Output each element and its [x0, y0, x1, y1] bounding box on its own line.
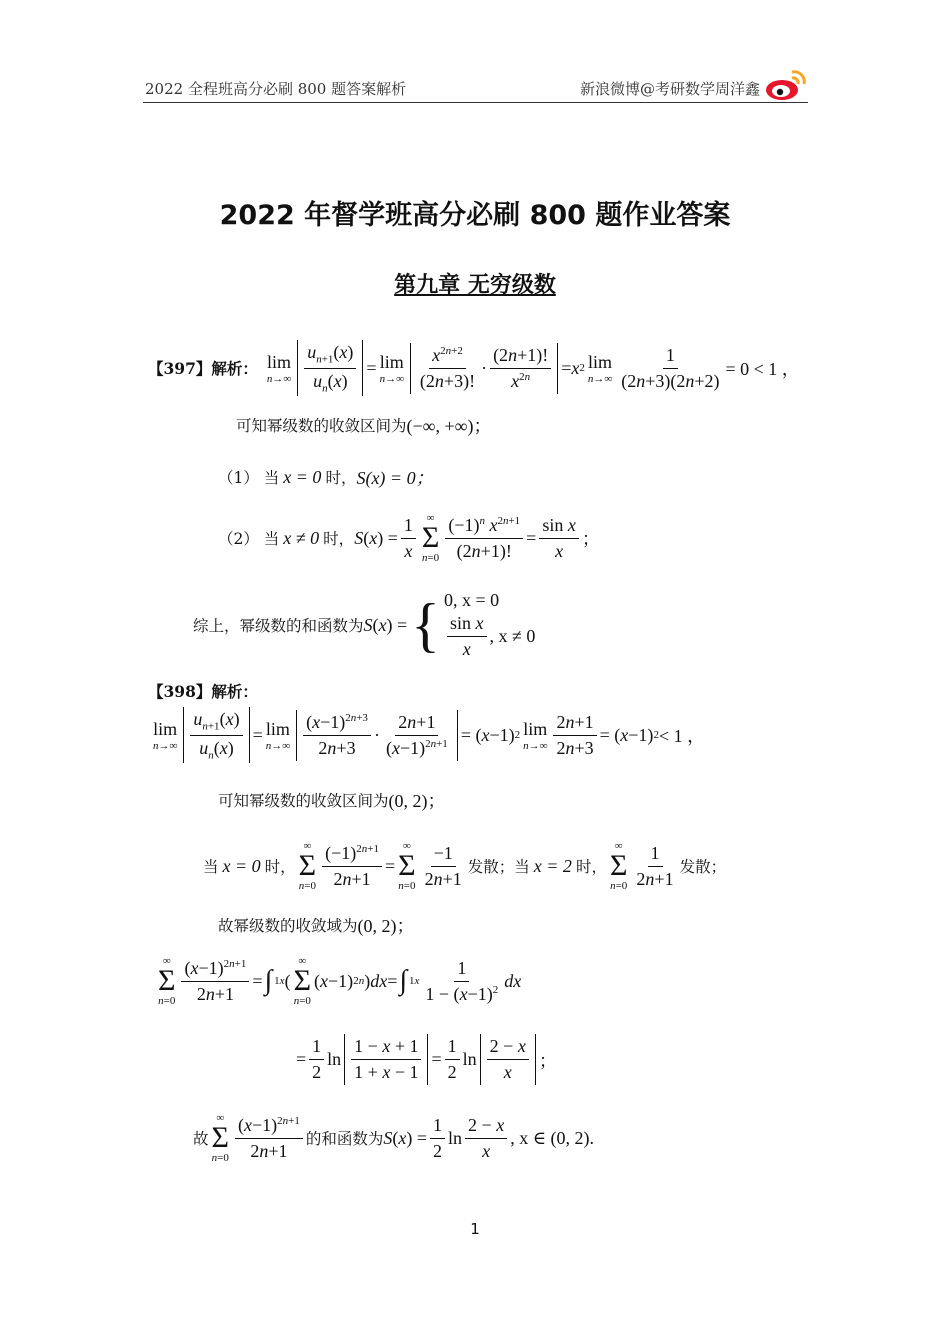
header-right-text: 新浪微博@考研数学周洋鑫 — [579, 80, 760, 98]
chapter-title: 第九章 无穷级数 — [394, 273, 556, 298]
p398-check-a: 当 — [203, 858, 219, 876]
p398-check-line — [203, 840, 726, 892]
p397-label: 【397】解析： — [148, 359, 258, 379]
header-left-text: 2022 全程班高分必刷 800 题答案解析 — [145, 80, 407, 98]
p397-case1-label: （1） 当 — [218, 469, 280, 487]
p398-integral-formula: ∞ Σ n=0 $\frac{(x-1)^{2n+1}}{2n+1}$ = ∫ 1 x ( ∞ Σ n=0 ( x −1) 2n ) dx = ∫ 1 x $\frac{1}{1 - (x-1)^2}$ dx — [158, 955, 522, 1007]
p397-case2-formula: S ( x ) = $\frac{1}{x}$ ∞ Σ n=0 $\frac{(-1)^n x^{2n+1}}{(2n+1)!}$ = $\frac{\text{sin x}}{x}$ ； — [354, 512, 600, 564]
p397-interval-line — [236, 412, 491, 438]
p398-final-line — [193, 1112, 594, 1164]
p398-domain-text: 故幂级数的收敛域为 — [218, 917, 358, 935]
p398-check-b-cond: x = 2 — [533, 855, 572, 876]
p397-case2-label: （2） 当 — [218, 530, 280, 548]
p397-case2-cond: x ≠ 0 — [283, 527, 320, 548]
p398-diverge1: 发散；当 — [467, 858, 530, 876]
p398-check-a-formula: ∞ Σ n=0 $\frac{(-1)^{2n+1}}{2n+1}$ = ∞ Σ n=0 $\frac{-1}{2n+1}$ — [298, 840, 462, 892]
p398-check-b-formula: ∞ Σ n=0 $\frac{1}{2n+1}$ — [609, 840, 674, 892]
p398-ratio-line — [150, 707, 705, 763]
p397-summary-formula: S ( x ) = { 0, x = 0 $\frac{\text{sin x}}{x}$ , x ≠ 0 — [363, 590, 536, 659]
p398-check-a-cond: x = 0 — [222, 855, 261, 876]
p397-interval-text: 可知幂级数的收敛区间为 — [236, 417, 407, 435]
p398-interval: (0, 2)； — [388, 791, 446, 811]
p397-case2-line — [218, 512, 600, 564]
p398-check-a-mid: 时， — [264, 858, 296, 876]
p398-domain-line — [218, 912, 415, 938]
p397-case1-result: S(x) = 0； — [356, 468, 434, 488]
p398-final-formula: S ( x ) = $\frac{1}{2}$ ln $\frac{2 - x}{x}$ , x ∈ (0, 2). — [383, 1114, 595, 1161]
p397-interval: (−∞, +∞)； — [406, 416, 492, 436]
page-number: 1 — [470, 1220, 480, 1238]
p397-case-b-cond: , x ≠ 0 — [489, 626, 536, 646]
p398-label: 【398】解析： — [148, 682, 258, 701]
p397-case1-mid: 时， — [325, 469, 357, 487]
p397-ratio-line — [148, 340, 800, 396]
p398-diverge2: 发散； — [679, 858, 727, 876]
p397-case1-line — [218, 464, 434, 490]
p398-interval-line — [218, 787, 446, 813]
p398-label-line — [148, 680, 258, 702]
p397-case-a: 0, x = 0 — [443, 590, 500, 610]
p398-interval-text: 可知幂级数的收敛区间为 — [218, 792, 389, 810]
weibo-logo-icon — [764, 66, 808, 102]
p397-ratio-formula: lim n→∞ $\frac{u_{n+1}(x)}{u_n(x)}$ = lim n→∞ $\frac{x^{2n+2}}{(2n+3)!}$ · $\frac{(2n+1)!}{x^{2n}}$ = x 2 lim n→∞ $\frac{1}{(2n+3)(2n+2)}$ = 0 < 1 ， — [266, 342, 800, 395]
header-rule — [143, 102, 808, 103]
p397-case2-mid: 时， — [323, 530, 355, 548]
p398-final-a: 故 — [193, 1130, 209, 1148]
p398-log-line — [296, 1034, 557, 1085]
p398-integral-line — [155, 955, 521, 1007]
p397-summary-line — [193, 590, 535, 660]
p398-domain: (0, 2)； — [357, 916, 415, 936]
p397-summary-text: 综上，幂级数的和函数为 — [193, 617, 364, 635]
p398-final-b: 的和函数为 — [305, 1130, 384, 1148]
p397-case1-cond: x = 0 — [283, 466, 322, 487]
p398-log-formula: = $\frac{1}{2}$ ln $\frac{1 - x + 1}{1 + x - 1}$ = $\frac{1}{2}$ ln $\frac{2 - x}{x}$ ； — [296, 1034, 557, 1085]
p398-check-b-mid: 时， — [575, 858, 607, 876]
page-title: 2022 年督学班高分必刷 800 题作业答案 — [219, 200, 731, 231]
p398-final-c: , x ∈ (0, 2). — [510, 1127, 595, 1148]
p398-final-series: ∞ Σ n=0 $\frac{(x-1)^{2n+1}}{2n+1}$ — [209, 1112, 306, 1164]
p398-ratio-formula: lim n→∞ $\frac{u_{n+1}(x)}{u_n(x)}$ = lim n→∞ $\frac{(x-1)^{2n+3}}{2n+3}$ · $\frac{2n+1}{(x-1)^{2n+1}}$ = ( x −1) 2 lim n→∞ $\frac{2n+1}{2n+3}$ = ( x −1) 2 < 1 ， — [153, 709, 706, 762]
